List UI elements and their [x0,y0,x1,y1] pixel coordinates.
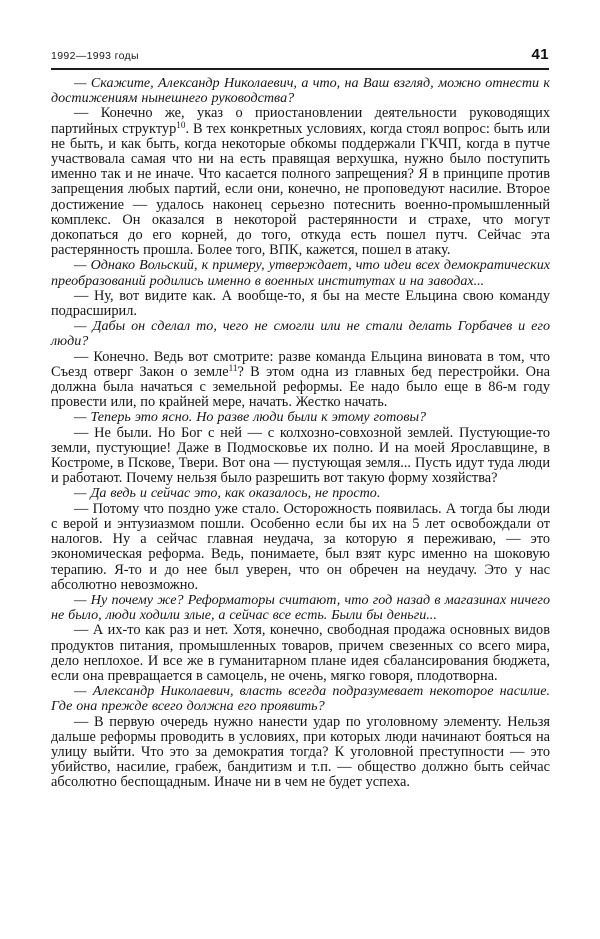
header-rule [51,68,549,70]
page-number: 41 [531,46,549,63]
footnote-marker[interactable]: 11 [228,363,238,374]
footnote-marker[interactable]: 10 [176,119,186,130]
body-text [51,76,550,791]
interview-answer: — Потому что поздно уже стало. Осторожность появилась. А тогда бы люди с верой и энтузиазмом пошли. Особенно если бы их на 5 лет освобождали от налогов. Ну а сейчас главная неудача, за которую я переживаю, — это экономическая реформа. Ведь, понимаете, был взят курс именно на шоковую терапию. Я-то и до нее был уверен, что он обречен на неудачу. Это у нас абсолютно невозможно. [51,500,550,593]
interview-answer: — Ну, вот видите как. А вообще-то, я бы на месте Ельцина свою команду подрасширил. [51,287,550,320]
interview-question: — Скажите, Александр Николаевич, а что, на Ваш взгляд, можно отнести к достижениям нынешнего руководства? [51,75,550,107]
interview-question: — Александр Николаевич, власть всегда подразумевает некоторое насилие. Где она прежде всего должна его проявить? [51,683,550,715]
interview-question: — Дабы он сделал то, чего не смогли или не стали делать Горбачев и его люди? [51,318,550,350]
interview-answer: — Не были. Но Бог с ней — с колхозно-совхозной землей. Пустующие-то земли, пустующие! Даже в Подмосковье их полно. И на моей Ярославщине, в Костроме, в Пскове, Твери. Вот она — пустующая земля... Пусть идут туда люди и работают. Почему нельзя было разрешить вот такую форму хозяйства? [51,424,550,487]
paragraph-text: — Конечно же, указ о приостановлении деятельности руководящих партийных структур [51,105,550,137]
interview-question: — Теперь это ясно. Но разве люди были к этому готовы? [74,409,427,426]
interview-question: — Да ведь и сейчас это, как оказалось, не просто. [74,485,381,502]
running-head [51,46,549,68]
paragraph-text: . В тех конкретных условиях, когда стоял вопрос: быть или не быть, и как быть, когда некоторые обкомы поддержали ГКЧП, когда в путче участвовала самая что ни на есть правящая верхушка, нужно было поступить именно так и не иначе. Что касается полного запрещения? Я в принципе против запрещения любых партий, если они, конечно, не проповедуют насилие. Второе достижение — удалось наконец серьезно потеснить военно-промышленный комплекс. Он оказался в некоторой растерянности и страхе, что могут докопаться до его корней, до того, откуда есть пошел путч. Сейчас эта растерянность прошла. Более того, ВПК, кажется, пошел в атаку. [51,120,550,259]
interview-answer [51,350,550,411]
interview-answer: — В первую очередь нужно нанести удар по уголовному элементу. Нельзя дальше реформы проводить в условиях, при которых люди начинают бояться на улицу выйти. Что это за демократия тогда? К уголовной преступности — это убийство, насилие, грабеж, бандитизм и т.п. — общество должно быть сейчас абсолютно беспощадным. Иначе ни в чем не будет успеха. [51,713,550,791]
running-head-title: 1992—1993 годы [51,50,139,62]
paragraph-text: ? В этом одна из главных бед перестройки. Она должна была начаться с земельной реформы. Ее надо было еще в 86-м году провести или, по крайней мере, начать. Жестко начать. [51,363,550,411]
paragraph-text: — Конечно. Ведь вот смотрите: разве команда Ельцина виновата в том, что Съезд отверг Закон о земле [51,348,550,380]
interview-answer: — А их-то как раз и нет. Хотя, конечно, свободная продажа основных видов продуктов питания, промышленных товаров, причем свезенных со всего мира, дело неплохое. И все же в гуманитарном плане идея сбалансирования бюджета, если она превращается в самоцель, не очень, мягко говоря, плодотворна. [51,622,550,684]
interview-answer [51,106,550,258]
interview-question: — Ну почему же? Реформаторы считают, что год назад в магазинах ничего не было, люди ходили злые, а сейчас все есть. Были бы деньги... [51,591,550,624]
interview-question: — Однако Вольский, к примеру, утверждает, что идеи всех демократических преобразований родились именно в военных институтах и на заводах... [51,257,550,289]
